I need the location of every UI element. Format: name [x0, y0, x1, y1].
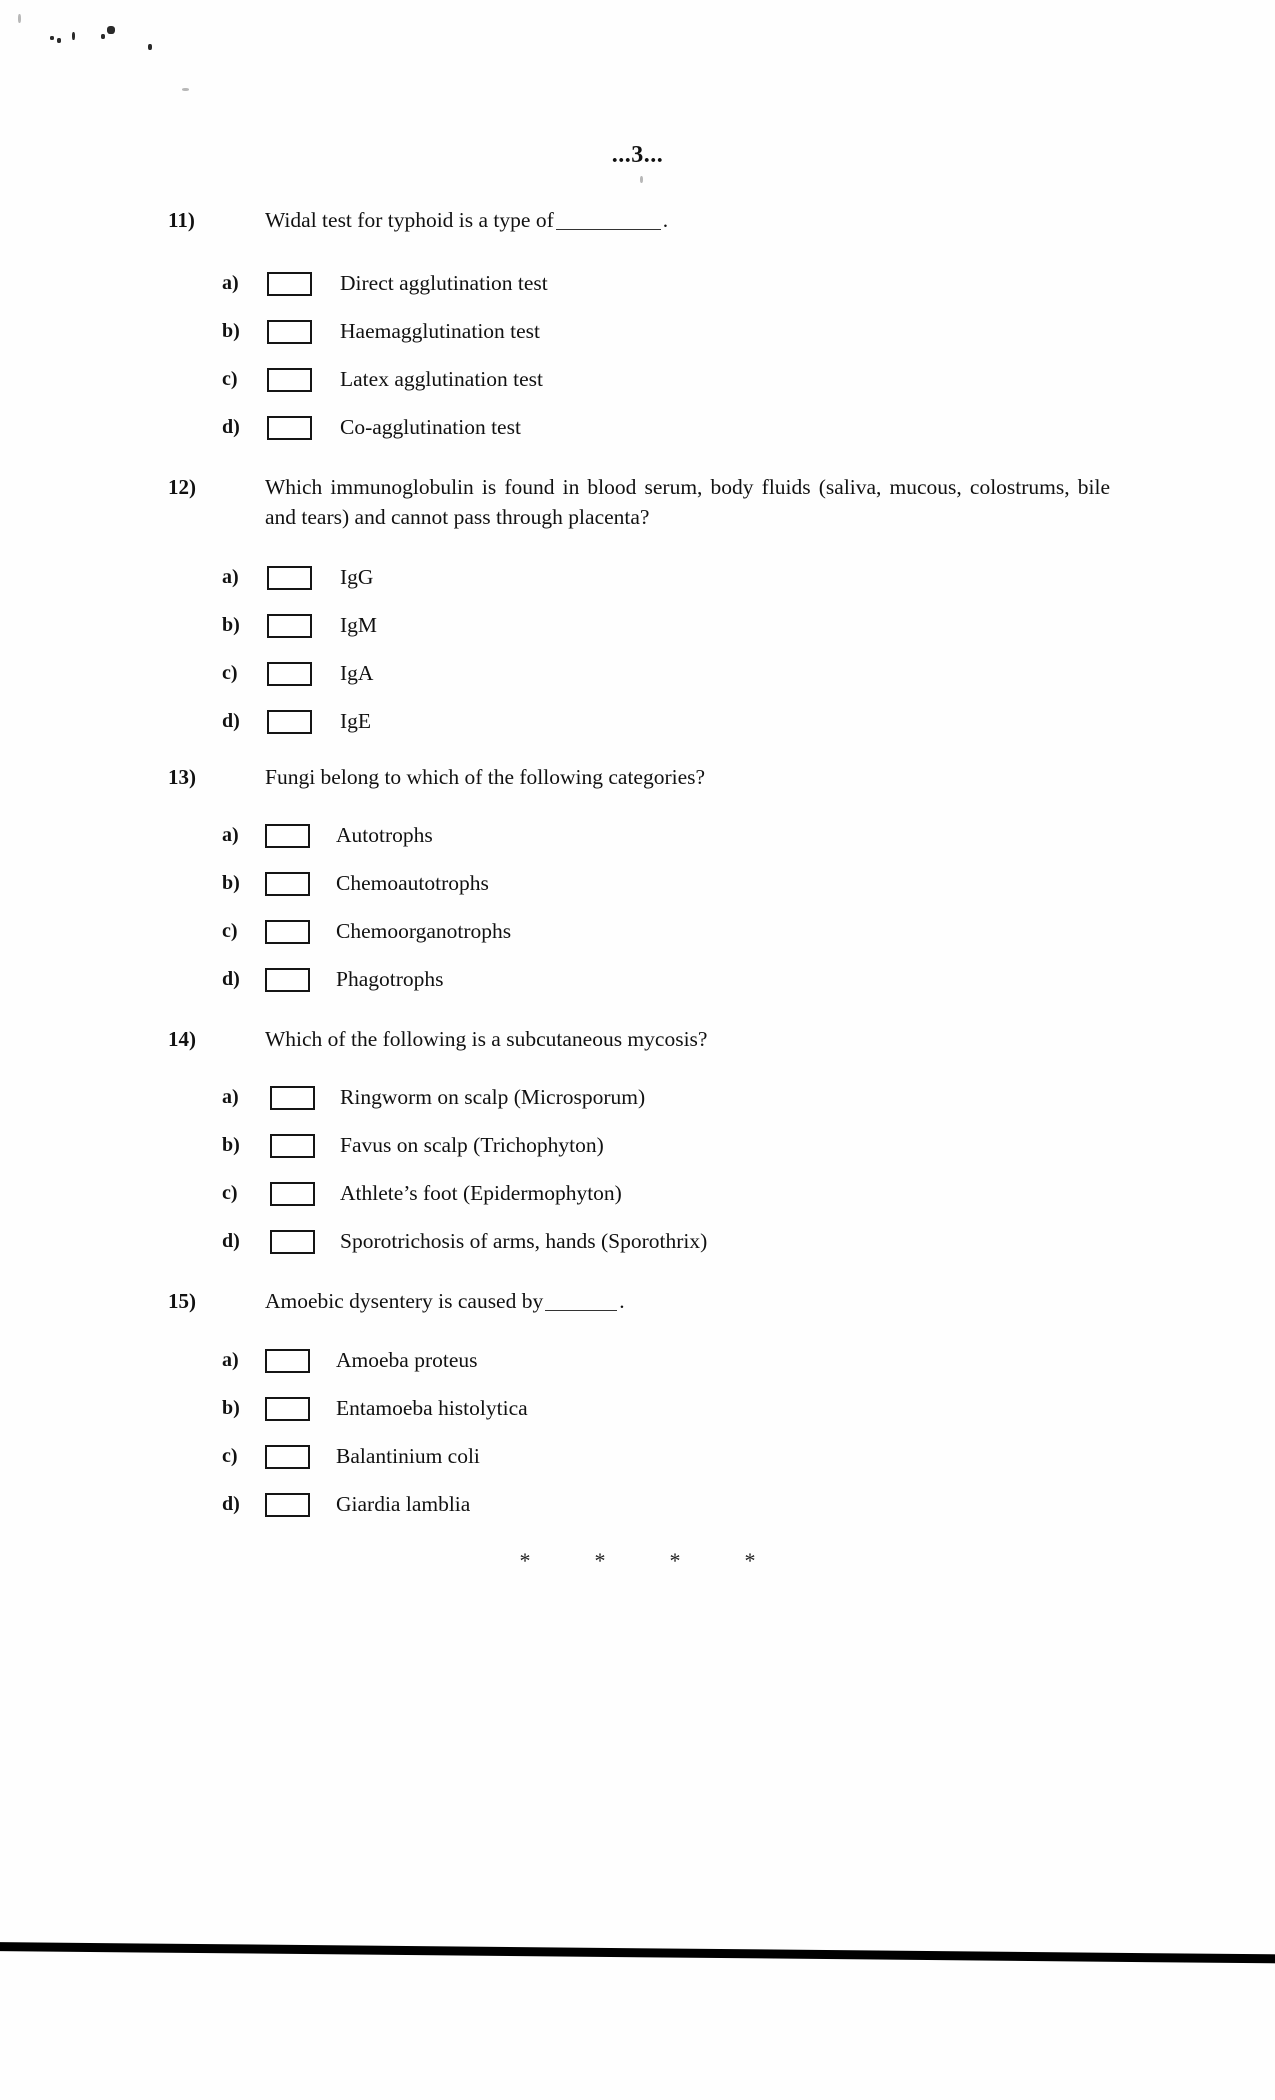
option-letter: a)	[222, 566, 239, 588]
scan-speckle	[640, 176, 643, 183]
option-letter: b)	[222, 1134, 240, 1156]
option-label: Autotrophs	[336, 823, 433, 847]
option-checkbox[interactable]	[265, 1349, 310, 1373]
option-label: Amoeba proteus	[336, 1348, 478, 1372]
option-letter: c)	[222, 1182, 238, 1204]
option-checkbox[interactable]	[265, 872, 310, 896]
option-letter: c)	[222, 368, 238, 390]
option-letter: c)	[222, 662, 238, 684]
option-letter: a)	[222, 272, 239, 294]
option-letter: b)	[222, 320, 240, 342]
option-checkbox[interactable]	[270, 1134, 315, 1158]
option-checkbox[interactable]	[270, 1182, 315, 1206]
option-checkbox[interactable]	[265, 968, 310, 992]
option-letter: d)	[222, 1493, 240, 1515]
option-checkbox[interactable]	[267, 368, 312, 392]
option-checkbox[interactable]	[267, 614, 312, 638]
option-label: IgA	[340, 661, 374, 685]
question-number: 11)	[168, 208, 195, 232]
option-letter: a)	[222, 1349, 239, 1371]
asterisk-mark: *	[669, 1548, 681, 1573]
option-letter: b)	[222, 872, 240, 894]
option-letter: c)	[222, 1445, 238, 1467]
question-stem: Amoebic dysentery is caused by	[265, 1289, 544, 1313]
option-label: Entamoeba histolytica	[336, 1396, 528, 1420]
question-stem-suffix: .	[619, 1289, 625, 1313]
scan-speckle	[107, 26, 115, 34]
option-letter: a)	[222, 824, 239, 846]
question-text	[265, 472, 1110, 532]
option-checkbox[interactable]	[267, 272, 312, 296]
option-label: Balantinium coli	[336, 1444, 480, 1468]
option-label: Favus on scalp (Trichophyton)	[340, 1133, 604, 1157]
scan-speckle	[182, 88, 189, 91]
asterisk-mark: *	[594, 1548, 606, 1573]
fill-in-blank[interactable]	[545, 1310, 617, 1311]
option-letter: c)	[222, 920, 238, 942]
option-letter: a)	[222, 1086, 239, 1108]
scan-speckle	[50, 36, 54, 40]
fill-in-blank[interactable]	[556, 229, 661, 230]
option-checkbox[interactable]	[270, 1230, 315, 1254]
question-number: 15)	[168, 1289, 196, 1313]
question-stem: Which of the following is a subcutaneous mycosis?	[265, 1027, 708, 1051]
option-checkbox[interactable]	[265, 1445, 310, 1469]
option-label: Chemoorganotrophs	[336, 919, 512, 943]
option-label: IgG	[340, 565, 374, 589]
option-checkbox[interactable]	[267, 662, 312, 686]
option-letter: b)	[222, 1397, 240, 1419]
question-stem: Fungi belong to which of the following categories?	[265, 765, 706, 789]
option-letter: d)	[222, 416, 240, 438]
option-label: Direct agglutination test	[340, 271, 548, 295]
option-checkbox[interactable]	[267, 710, 312, 734]
question-text	[265, 205, 1110, 235]
option-checkbox[interactable]	[270, 1086, 315, 1110]
option-label: Chemoautotrophs	[336, 871, 489, 895]
asterisk-mark: *	[744, 1548, 756, 1573]
option-checkbox[interactable]	[267, 566, 312, 590]
scan-speckle	[72, 32, 75, 40]
question-number: 12)	[168, 475, 196, 499]
scan-speckle	[101, 34, 105, 39]
page-number: ...3...	[611, 142, 664, 168]
option-label: Ringworm on scalp (Microsporum)	[340, 1085, 646, 1109]
question-text	[265, 762, 1110, 792]
option-label: IgM	[340, 613, 378, 637]
scan-speckle	[148, 44, 152, 50]
scan-speckle	[57, 38, 61, 43]
option-checkbox[interactable]	[265, 1397, 310, 1421]
option-letter: d)	[222, 968, 240, 990]
question-stem: Widal test for typhoid is a type of	[265, 208, 554, 232]
option-checkbox[interactable]	[267, 320, 312, 344]
question-number: 14)	[168, 1027, 196, 1051]
option-letter: d)	[222, 1230, 240, 1252]
option-label: Giardia lamblia	[336, 1492, 471, 1516]
question-number: 13)	[168, 765, 196, 789]
question-text	[265, 1286, 1110, 1316]
option-checkbox[interactable]	[267, 416, 312, 440]
asterisk-mark: *	[519, 1548, 531, 1573]
option-checkbox[interactable]	[265, 824, 310, 848]
option-label: Phagotrophs	[336, 967, 444, 991]
question-stem-suffix: .	[662, 208, 669, 232]
option-label: IgE	[340, 709, 372, 733]
option-label: Co-agglutination test	[340, 415, 521, 439]
option-label: Sporotrichosis of arms, hands (Sporothrix)	[340, 1229, 708, 1253]
option-checkbox[interactable]	[265, 1493, 310, 1517]
option-label: Haemagglutination test	[340, 319, 541, 343]
scan-edge-band	[0, 1942, 1275, 1963]
question-stem: Which immunoglobulin is found in blood serum, body fluids (saliva, mucous, colostrums, bile and tears) and cannot pass through placenta?	[265, 475, 1110, 529]
scan-speckle	[18, 14, 21, 23]
option-checkbox[interactable]	[265, 920, 310, 944]
option-letter: b)	[222, 614, 240, 636]
option-letter: d)	[222, 710, 240, 732]
option-label: Athlete’s foot (Epidermophyton)	[340, 1181, 622, 1205]
question-text	[265, 1024, 1110, 1054]
footer-asterisks	[0, 1548, 1275, 1574]
option-label: Latex agglutination test	[340, 367, 544, 391]
